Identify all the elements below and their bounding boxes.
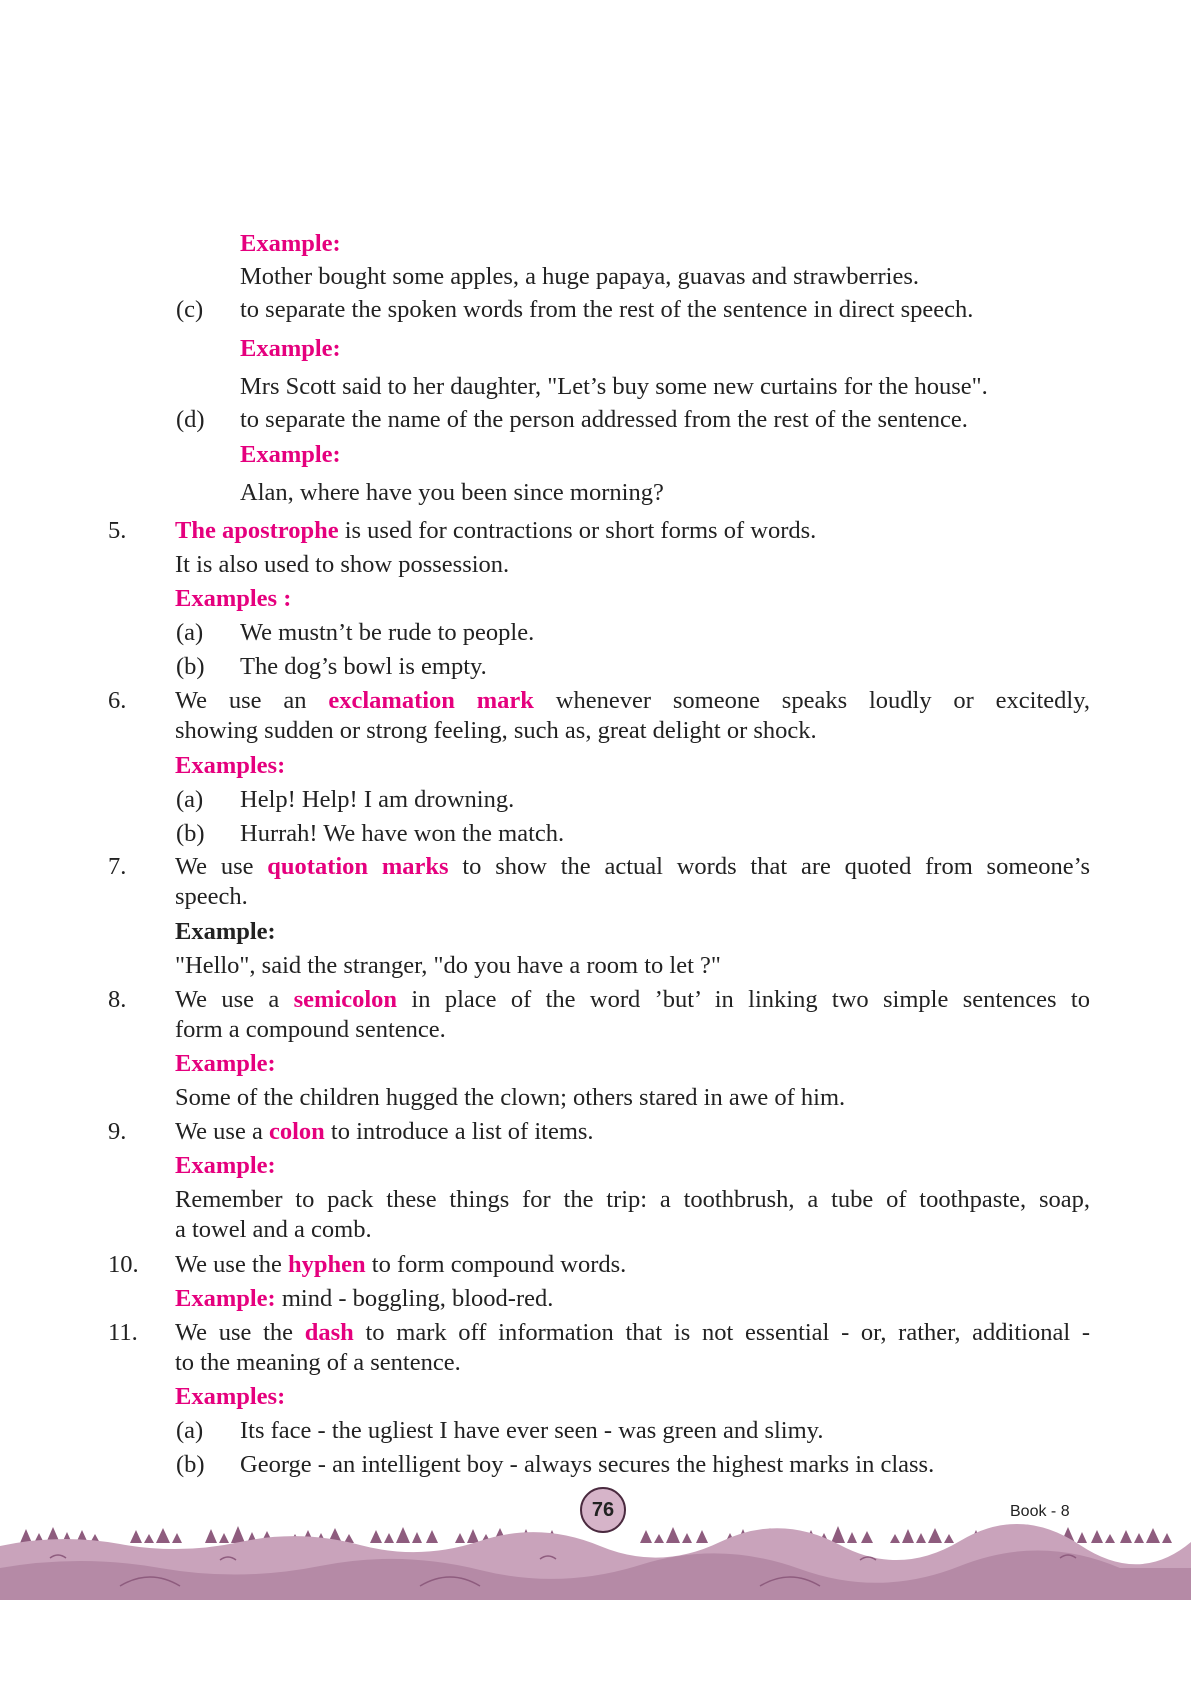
term-highlight: quotation marks [267, 853, 449, 880]
item-text-line2: speech. [175, 883, 248, 910]
item-text-line2: to the meaning of a sentence. [175, 1349, 461, 1376]
item-text-line2: form a compound sentence. [175, 1016, 446, 1043]
example-label: Example: [175, 1285, 276, 1312]
example-text: mind - boggling, blood-red. [275, 1285, 554, 1312]
example-label: Example: [240, 441, 341, 468]
item-text [175, 1318, 1090, 1348]
page-number-badge: 76 [580, 1487, 626, 1533]
item-number: 11. [108, 1319, 138, 1346]
example-text: Alan, where have you been since morning? [240, 479, 664, 506]
example-label: Examples: [175, 752, 286, 779]
example-label: Examples : [175, 585, 292, 612]
item-text-post: to introduce a list of items. [324, 1118, 594, 1145]
item-text-post: to show the actual words that are quoted from someone’s [448, 853, 1090, 880]
item-text-post: whenever someone speaks loudly or excitedly, [533, 687, 1091, 714]
example-label: Example: [240, 335, 341, 362]
item-text-line2: It is also used to show possession. [175, 551, 510, 578]
sub-marker: (b) [176, 820, 205, 847]
item-number: 10. [108, 1251, 139, 1278]
example-text: Mrs Scott said to her daughter, "Let’s buy some new curtains for the house". [240, 373, 988, 400]
sub-marker: (a) [176, 619, 204, 646]
term-highlight: colon [268, 1118, 325, 1145]
term-highlight: The apostrophe [175, 517, 339, 544]
item-text-post: to mark off information that is not essential - or, rather, additional - [353, 1319, 1090, 1346]
item-text-pre: We use a [175, 986, 294, 1013]
item-text-post: to form compound words. [365, 1251, 627, 1278]
example-text: Help! Help! I am drowning. [240, 786, 515, 813]
item-number: 9. [108, 1118, 127, 1145]
example-label: Example: [175, 918, 276, 945]
example-text: Remember to pack these things for the trip: a toothbrush, a tube of toothpaste, soap, [175, 1186, 1090, 1213]
example-label: Example: [175, 1050, 276, 1077]
sub-item-text: to separate the spoken words from the rest of the sentence in direct speech. [240, 296, 974, 323]
item-text-pre: We use the [175, 1319, 305, 1346]
example-text: "Hello", said the stranger, "do you have a room to let ?" [175, 952, 721, 979]
item-text-pre: We use [175, 853, 268, 880]
sub-marker: (d) [176, 406, 205, 433]
sub-marker: (b) [176, 1451, 205, 1478]
term-highlight: dash [304, 1319, 354, 1346]
item-text [175, 1250, 626, 1280]
example-label: Example: [175, 1152, 276, 1179]
example-text: Hurrah! We have won the match. [240, 820, 565, 847]
sub-marker: (a) [176, 1417, 204, 1444]
item-text-post: in place of the word ’but’ in linking two simple sentences to [397, 986, 1090, 1013]
item-text-pre: We use an [175, 687, 329, 714]
example-line [175, 1284, 553, 1314]
item-text-rest: is used for contractions or short forms of words. [338, 517, 817, 544]
sub-item-text: to separate the name of the person addressed from the rest of the sentence. [240, 406, 968, 433]
example-text: Its face - the ugliest I have ever seen - was green and slimy. [240, 1417, 824, 1444]
item-number: 8. [108, 986, 127, 1013]
example-text: Mother bought some apples, a huge papaya, guavas and strawberries. [240, 263, 919, 290]
example-label: Examples: [175, 1383, 286, 1410]
item-number: 7. [108, 853, 127, 880]
item-text [175, 852, 1090, 882]
example-text: The dog’s bowl is empty. [240, 653, 487, 680]
example-text: We mustn’t be rude to people. [240, 619, 535, 646]
book-label: Book - 8 [1010, 1503, 1070, 1520]
term-highlight: exclamation mark [328, 687, 534, 714]
item-text-line2: showing sudden or strong feeling, such as, great delight or shock. [175, 717, 817, 744]
sub-marker: (c) [176, 296, 204, 323]
example-text-line2: a towel and a comb. [175, 1216, 372, 1243]
sub-marker: (a) [176, 786, 204, 813]
item-text-pre: We use the [175, 1251, 289, 1278]
term-highlight: hyphen [288, 1251, 366, 1278]
item-number: 5. [108, 517, 127, 544]
example-label: Example: [240, 230, 341, 257]
example-text: George - an intelligent boy - always secures the highest marks in class. [240, 1451, 935, 1478]
item-text [175, 1117, 594, 1147]
example-text: Some of the children hugged the clown; others stared in awe of him. [175, 1084, 846, 1111]
term-highlight: semicolon [293, 986, 398, 1013]
sub-marker: (b) [176, 653, 205, 680]
item-text [175, 686, 1090, 716]
item-text [175, 985, 1090, 1015]
item-text-pre: We use a [175, 1118, 269, 1145]
item-number: 6. [108, 687, 127, 714]
item-text [175, 516, 816, 546]
